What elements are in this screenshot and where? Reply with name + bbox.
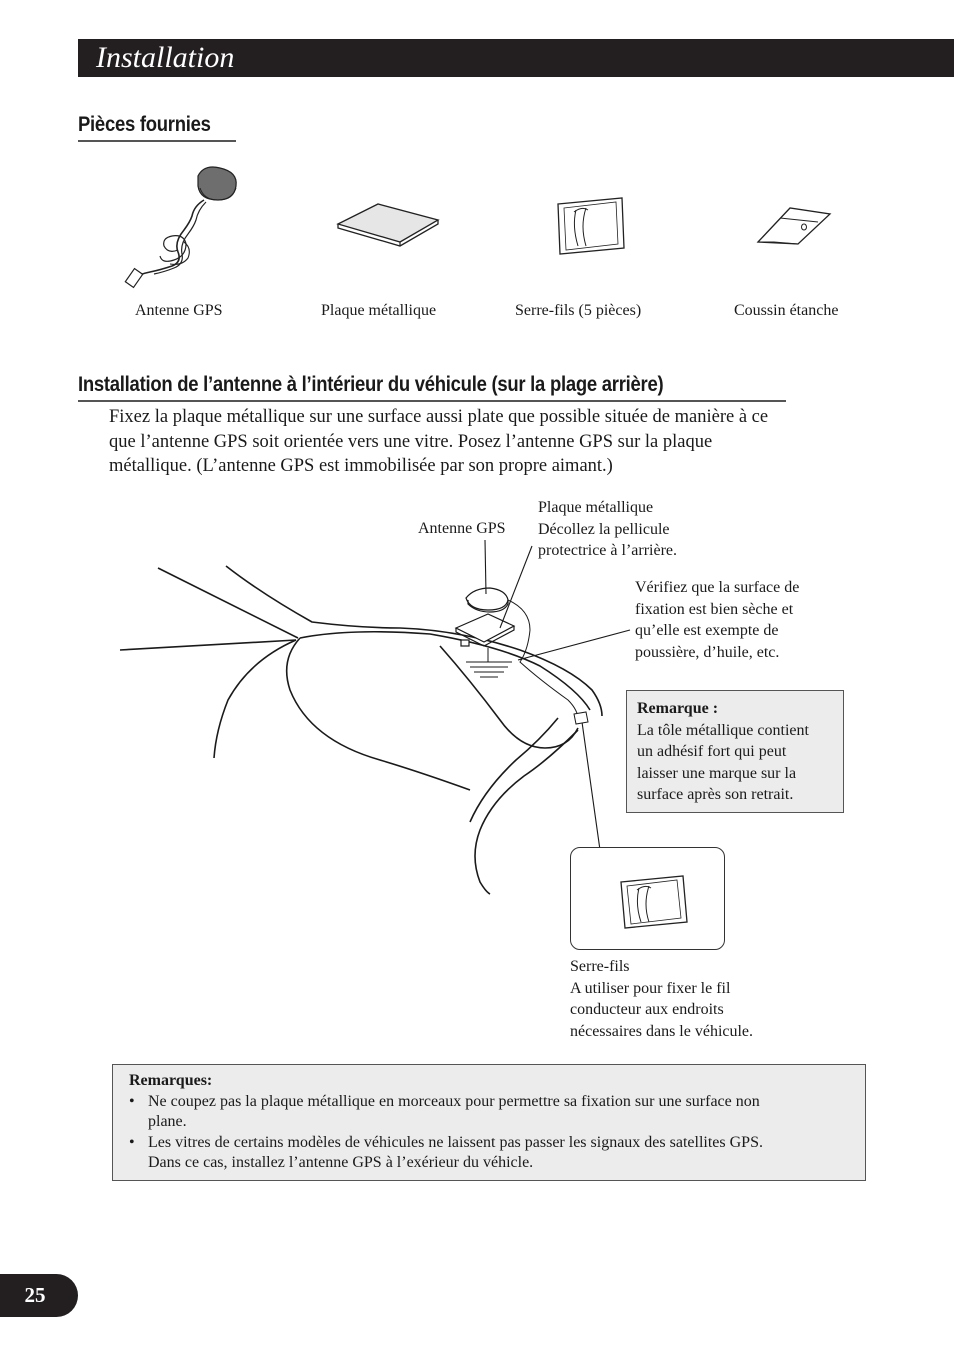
diagram-label-clip bbox=[570, 956, 753, 1042]
diagram-label-surface bbox=[635, 577, 799, 663]
remark-line: • Ne coupez pas la plaque métallique en morceaux pour permettre sa fixation sur une surface non bbox=[148, 1092, 760, 1110]
install-section-title: Installation de l’antenne à l’intérieur du véhicule (sur la plage arrière) bbox=[78, 373, 664, 396]
diagram-label-antenna: Antenne GPS bbox=[418, 520, 506, 537]
parts-section-title: Pièces fournies bbox=[78, 113, 211, 136]
label-line: conducteur aux endroits bbox=[570, 1001, 724, 1018]
part-caption-clips: Serre-fils (5 pièces) bbox=[515, 302, 642, 319]
note-line: laisser une marque sur la bbox=[637, 764, 797, 782]
note-title: Remarque : bbox=[637, 700, 719, 717]
note-box bbox=[626, 690, 844, 813]
label-line: Serre-fils bbox=[570, 958, 630, 975]
remarks-title: Remarques: bbox=[129, 1072, 213, 1089]
list-item bbox=[129, 1133, 849, 1174]
clip-detail-box bbox=[570, 847, 725, 950]
remark-line: Dans ce cas, installez l’antenne GPS à l’exérieur du véhicle. bbox=[148, 1154, 534, 1171]
note-line: un adhésif fort qui peut bbox=[637, 743, 787, 760]
label-line: Vérifiez que la surface de bbox=[635, 579, 800, 596]
label-line: protectrice à l’arrière. bbox=[538, 542, 678, 559]
instruction-line: Fixez la plaque métallique sur une surface aussi plate que possible située de manière à ce bbox=[109, 407, 769, 427]
label-line: Décollez la pellicule bbox=[538, 520, 670, 538]
label-line: A utiliser pour fixer le fil bbox=[570, 979, 731, 997]
remarks-list bbox=[129, 1092, 849, 1174]
page-title: Installation bbox=[96, 41, 235, 74]
instruction-line: métallique. (L’antenne GPS est immobilisée par son propre aimant.) bbox=[109, 456, 613, 476]
diagram-label-plate bbox=[538, 497, 677, 562]
label-line: qu’elle est exempte de bbox=[635, 622, 779, 639]
instruction-line: que l’antenne GPS soit orientée vers une vitre. Posez l’antenne GPS sur la plaque bbox=[109, 431, 713, 452]
label-line: Plaque métallique bbox=[538, 499, 654, 516]
part-caption-antenna: Antenne GPS bbox=[135, 302, 223, 319]
label-line: fixation est bien sèche et bbox=[635, 600, 794, 618]
remark-line: plane. bbox=[148, 1113, 187, 1130]
part-caption-pad: Coussin étanche bbox=[734, 302, 839, 319]
list-item bbox=[129, 1092, 849, 1133]
label-line: nécessaires dans le véhicule. bbox=[570, 1022, 754, 1040]
remarks-box bbox=[112, 1064, 866, 1181]
part-caption-plate: Plaque métallique bbox=[321, 302, 437, 319]
cable-clip-icon bbox=[617, 874, 691, 930]
page-number: 25 bbox=[0, 1274, 78, 1317]
note-line: La tôle métallique contient bbox=[637, 721, 809, 739]
note-line: surface après son retrait. bbox=[637, 786, 794, 803]
label-line: poussière, d’huile, etc. bbox=[635, 643, 780, 661]
remark-line: • Les vitres de certains modèles de véhicules ne laissent pas passer les signaux des satellites GPS. bbox=[148, 1133, 763, 1151]
